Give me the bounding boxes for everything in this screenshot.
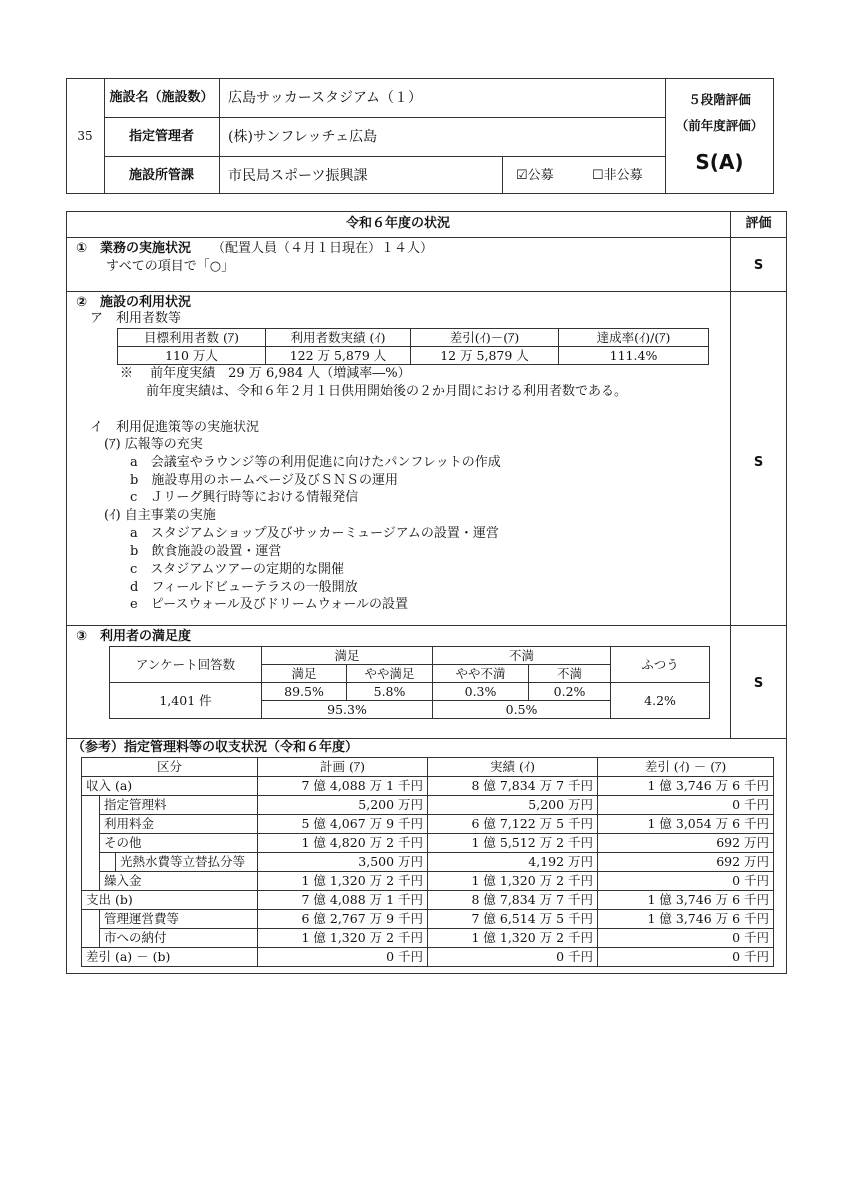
finance-row-diff: 1 億 3,746 万 6 千円 [598, 777, 774, 796]
finance-row-diff: 0 千円 [598, 929, 774, 948]
sec2-note-2: 前年度実績は、令和６年２月１日供用開始後の２か月間における利用者数である。 [146, 384, 628, 399]
usage-table [117, 328, 709, 365]
finance-row-actual: 6 億 7,122 万 5 千円 [428, 815, 598, 834]
dept-name: 市民局スポーツ振興課 [228, 168, 368, 184]
finance-row-label: 利用料金 [100, 815, 258, 834]
facility-name-label: 施設名（施設数） [109, 90, 214, 105]
usage-value-rate: 111.4% [559, 347, 709, 365]
sec1-eval: S [753, 258, 764, 273]
facility-number: 35 [77, 129, 93, 143]
satisfaction-table [109, 646, 710, 719]
sub-header-somewhat-dissatisfied: やや不満 [433, 665, 529, 683]
promo-item: a 会議室やラウンジ等の利用促進に向けたパンフレットの作成 [130, 455, 501, 470]
manager-label: 指定管理者 [128, 129, 194, 144]
promo-group-title: (ｱ) 広報等の充実 [104, 437, 203, 452]
project-item: b 飲食施設の設置・運営 [130, 544, 282, 559]
sec2-note-1: ※ 前年度実績 29 万 6,984 人（増減率―%） [120, 366, 411, 381]
responses-count: 1,401 件 [110, 683, 262, 719]
finance-row [82, 872, 774, 891]
finance-row-actual: 0 千円 [428, 948, 598, 967]
finance-row-actual: 1 億 5,512 万 2 千円 [428, 834, 598, 853]
finance-header-plan: 計画 (ｱ) [258, 758, 428, 777]
satisfaction-header-row [110, 647, 710, 665]
finance-row-diff: 692 万円 [598, 834, 774, 853]
satisfied-header: 満足 [262, 647, 433, 665]
finance-table [81, 757, 774, 967]
finance-row-plan: 5 億 4,067 万 9 千円 [258, 815, 428, 834]
finance-row-label: 支出 (b) [82, 891, 258, 910]
finance-row-actual: 5,200 万円 [428, 796, 598, 815]
project-item: e ピースウォール及びドリームウォールの設置 [130, 597, 408, 612]
rating-value: S(A) [695, 150, 744, 174]
value-satisfied: 89.5% [262, 683, 347, 701]
usage-table-header-row [118, 329, 709, 347]
rating-subtitle: （前年度評価） [675, 118, 764, 133]
sec1-staff: （配置人員（４月１日現在）１４人） [212, 241, 434, 256]
sec1-body: すべての項目で「○」 [106, 259, 235, 274]
finance-indent [82, 910, 100, 948]
finance-row [82, 910, 774, 929]
finance-row-plan: 6 億 2,767 万 9 千円 [258, 910, 428, 929]
eval-header: 評価 [745, 216, 772, 231]
finance-row-diff: 1 億 3,746 万 6 千円 [598, 910, 774, 929]
finance-header-diff: 差引 (ｲ) － (ｱ) [598, 758, 774, 777]
sec2-sub-a: ア 利用者数等 [90, 311, 182, 326]
finance-row-label: その他 [100, 834, 258, 853]
finance-row-plan: 7 億 4,088 万 1 千円 [258, 777, 428, 796]
finance-row [82, 815, 774, 834]
finance-row-diff: 692 万円 [598, 853, 774, 872]
finance-row-actual: 7 億 6,514 万 5 千円 [428, 910, 598, 929]
finance-row-actual: 4,192 万円 [428, 853, 598, 872]
usage-value-actual: 122 万 5,879 人 [266, 347, 411, 365]
finance-row-plan: 1 億 1,320 万 2 千円 [258, 872, 428, 891]
finance-row [82, 891, 774, 910]
finance-row-label: 収入 (a) [82, 777, 258, 796]
usage-value-diff: 12 万 5,879 人 [411, 347, 559, 365]
project-item: a スタジアムショップ及びサッカーミュージアムの設置・運営 [130, 526, 499, 541]
usage-header-target: 目標利用者数 (ｱ) [118, 329, 266, 347]
usage-header-rate: 達成率(ｲ)/(ｱ) [559, 329, 709, 347]
usage-header-actual: 利用者数実績 (ｲ) [266, 329, 411, 347]
dept-label: 施設所管課 [128, 168, 194, 183]
usage-table-value-row [118, 347, 709, 365]
finance-row [82, 853, 774, 872]
sec3-eval: S [753, 676, 764, 691]
satisfied-total: 95.3% [262, 701, 433, 719]
finance-row-label: 差引 (a) － (b) [82, 948, 258, 967]
dissatisfied-total: 0.5% [433, 701, 611, 719]
responses-header: アンケート回答数 [110, 647, 262, 683]
satisfaction-value-row [110, 683, 710, 701]
finance-row-plan: 1 億 4,820 万 2 千円 [258, 834, 428, 853]
finance-header-category: 区分 [82, 758, 258, 777]
finance-row [82, 948, 774, 967]
value-neutral: 4.2% [611, 683, 710, 719]
dissatisfied-header: 不満 [433, 647, 611, 665]
project-item: c スタジアムツアーの定期的な開催 [130, 562, 344, 577]
facility-name: 広島サッカースタジアム（１） [228, 90, 423, 106]
finance-row [82, 796, 774, 815]
manager-name: (株)サンフレッチェ広島 [228, 129, 378, 145]
finance-title: （参考）指定管理料等の収支状況（令和６年度） [72, 740, 359, 755]
sec2-heading: ② 施設の利用状況 [76, 295, 192, 310]
finance-row-actual: 1 億 1,320 万 2 千円 [428, 872, 598, 891]
project-item: d フィールドビューテラスの一般開放 [130, 580, 358, 595]
finance-indent [82, 796, 100, 891]
finance-row-actual: 8 億 7,834 万 7 千円 [428, 891, 598, 910]
sub-header-somewhat-satisfied: やや満足 [347, 665, 433, 683]
public-recruit-checkbox: ☑公募 [516, 168, 554, 183]
sub-header-dissatisfied: 不満 [529, 665, 611, 683]
sec2-eval: S [753, 455, 764, 470]
finance-row-diff: 1 億 3,054 万 6 千円 [598, 815, 774, 834]
usage-value-target: 110 万人 [118, 347, 266, 365]
value-dissatisfied: 0.2% [529, 683, 611, 701]
finance-row [82, 777, 774, 796]
finance-row-diff: 0 千円 [598, 872, 774, 891]
promo-item: b 施設専用のホームページ及びＳＮＳの運用 [130, 473, 399, 488]
project-group-title: (ｲ) 自主事業の実施 [104, 508, 216, 523]
promo-item: c Ｊリーグ興行時等における情報発信 [130, 490, 359, 505]
sec1-heading: ① 業務の実施状況 [76, 241, 192, 256]
finance-row-plan: 1 億 1,320 万 2 千円 [258, 929, 428, 948]
sec3-heading: ③ 利用者の満足度 [76, 629, 192, 644]
finance-row-label: 指定管理料 [100, 796, 258, 815]
finance-row [82, 834, 774, 853]
finance-indent [100, 853, 116, 872]
finance-row-label: 光熱水費等立替払分等 [116, 853, 258, 872]
finance-header-row [82, 758, 774, 777]
finance-row-plan: 7 億 4,088 万 1 千円 [258, 891, 428, 910]
finance-row-actual: 8 億 7,834 万 7 千円 [428, 777, 598, 796]
finance-header-actual: 実績 (ｲ) [428, 758, 598, 777]
finance-row-diff: 1 億 3,746 万 6 千円 [598, 891, 774, 910]
finance-row-actual: 1 億 1,320 万 2 千円 [428, 929, 598, 948]
finance-row-label: 繰入金 [100, 872, 258, 891]
neutral-header: ふつう [611, 647, 710, 683]
finance-row-plan: 3,500 万円 [258, 853, 428, 872]
rating-title: ５段階評価 [688, 92, 751, 107]
value-somewhat-dissatisfied: 0.3% [433, 683, 529, 701]
sec2-sub-i: イ 利用促進策等の実施状況 [90, 420, 260, 435]
finance-row-label: 管理運営費等 [100, 910, 258, 929]
finance-row-diff: 0 千円 [598, 948, 774, 967]
usage-header-diff: 差引(ｲ)－(ｱ) [411, 329, 559, 347]
finance-row [82, 929, 774, 948]
non-public-recruit-checkbox: ☐非公募 [592, 168, 643, 183]
finance-row-plan: 0 千円 [258, 948, 428, 967]
finance-row-plan: 5,200 万円 [258, 796, 428, 815]
finance-row-diff: 0 千円 [598, 796, 774, 815]
finance-row-label: 市への納付 [100, 929, 258, 948]
sub-header-satisfied: 満足 [262, 665, 347, 683]
status-title: 令和６年度の状況 [345, 216, 450, 231]
value-somewhat-satisfied: 5.8% [347, 683, 433, 701]
